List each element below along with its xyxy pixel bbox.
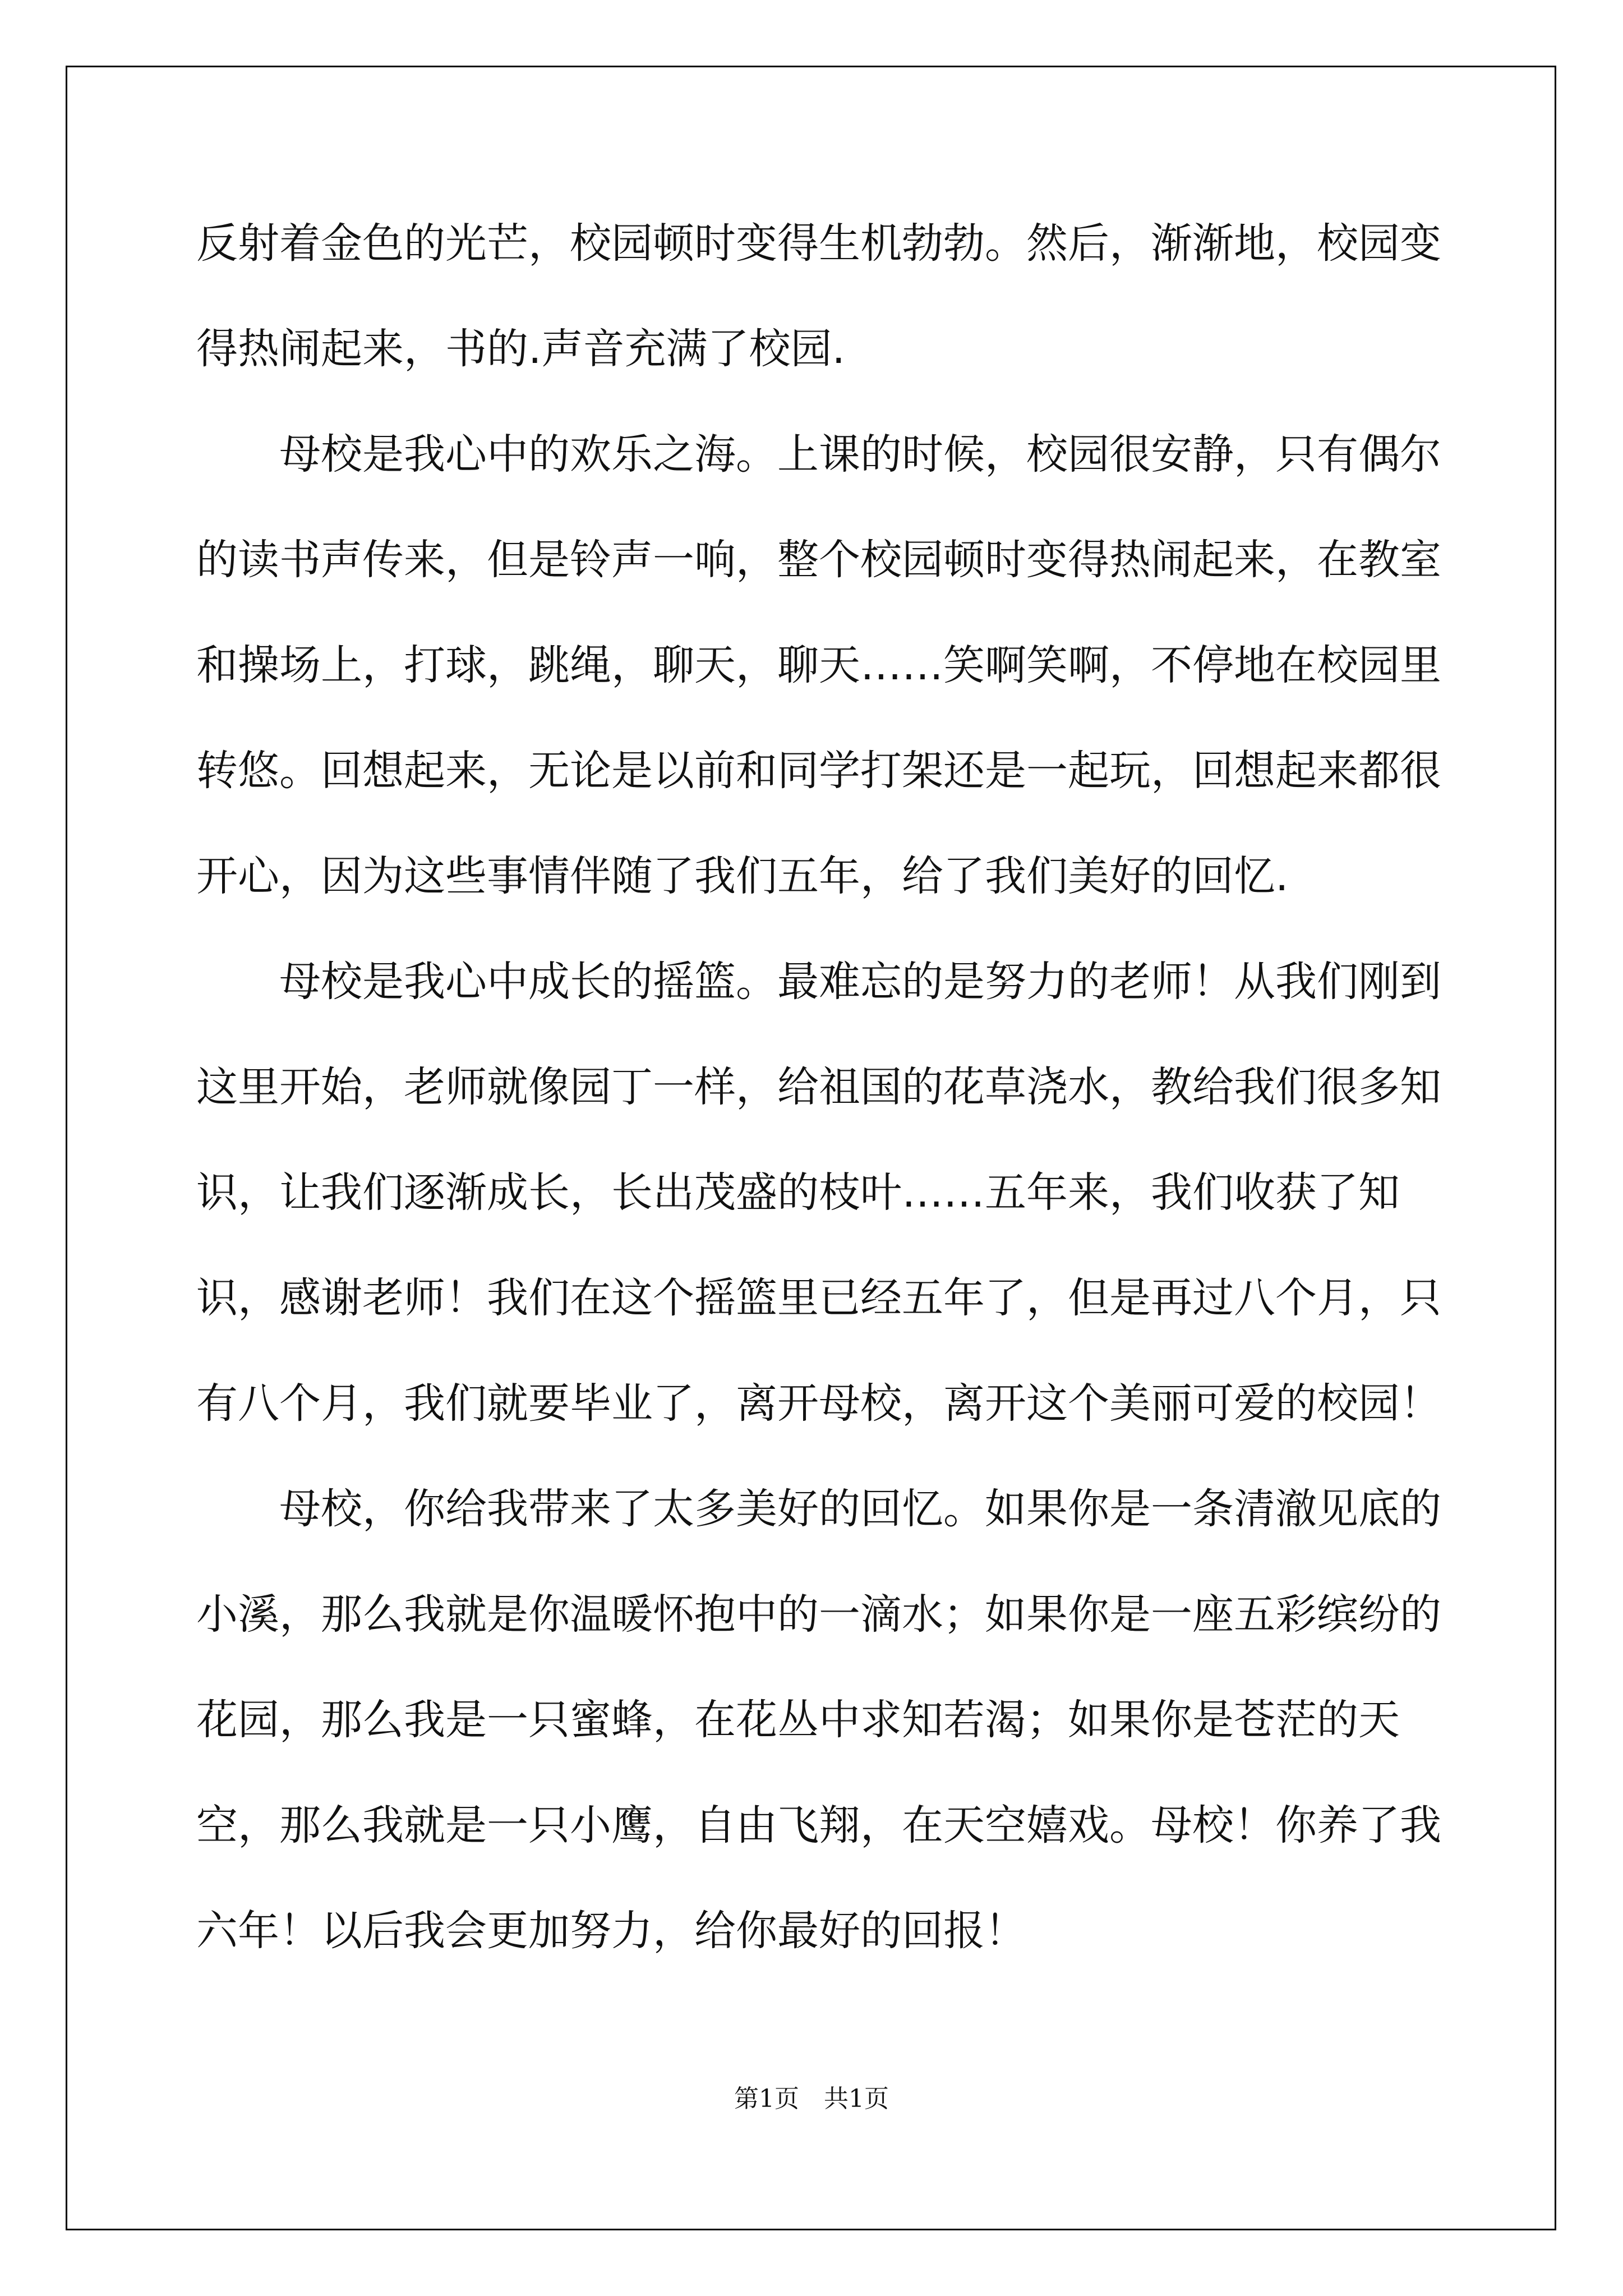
paragraph-3: 母校是我心中成长的摇篮。最难忘的是努力的老师！从我们刚到这里开始，老师就像园丁一样，给祖国的花草浇水，教给我们很多知识，让我们逐渐成长，长出茂盛的枝叶……五年来，我们收获了知识，感谢老师！我们在这个摇篮里已经五年了，但是再过八个月，只有八个月，我们就要毕业了，离开母校，离开这个美丽可爱的校园！ bbox=[196, 958, 1441, 1428]
page-number-footer: 第1页 共1页 bbox=[734, 2085, 889, 2113]
paragraph-4: 母校，你给我带来了太多美好的回忆。如果你是一条清澈见底的小溪，那么我就是你温暖怀抱中的一滴水；如果你是一座五彩缤纷的花园，那么我是一只蜜蜂，在花丛中求知若渴；如果你是苍茫的天空，那么我就是一只小鹰，自由飞翔，在天空嬉戏。母校！你养了我六年！以后我会更加努力，给你最好的回报！ bbox=[196, 1485, 1441, 1955]
paragraph-2: 母校是我心中的欢乐之海。上课的时候，校园很安静，只有偶尔的读书声传来，但是铃声一响，整个校园顿时变得热闹起来，在教室和操场上，打球，跳绳，聊天，聊天……笑啊笑啊，不停地在校园里转悠。回想起来，无论是以前和同学打架还是一起玩，回想起来都很开心，因为这些事情伴随了我们五年，给了我们美好的回忆. bbox=[196, 430, 1441, 900]
document-body bbox=[196, 191, 1453, 1984]
paragraph-1: 反射着金色的光芒，校园顿时变得生机勃勃。然后，渐渐地，校园变得热闹起来，书的.声音充满了校园. bbox=[196, 219, 1441, 373]
